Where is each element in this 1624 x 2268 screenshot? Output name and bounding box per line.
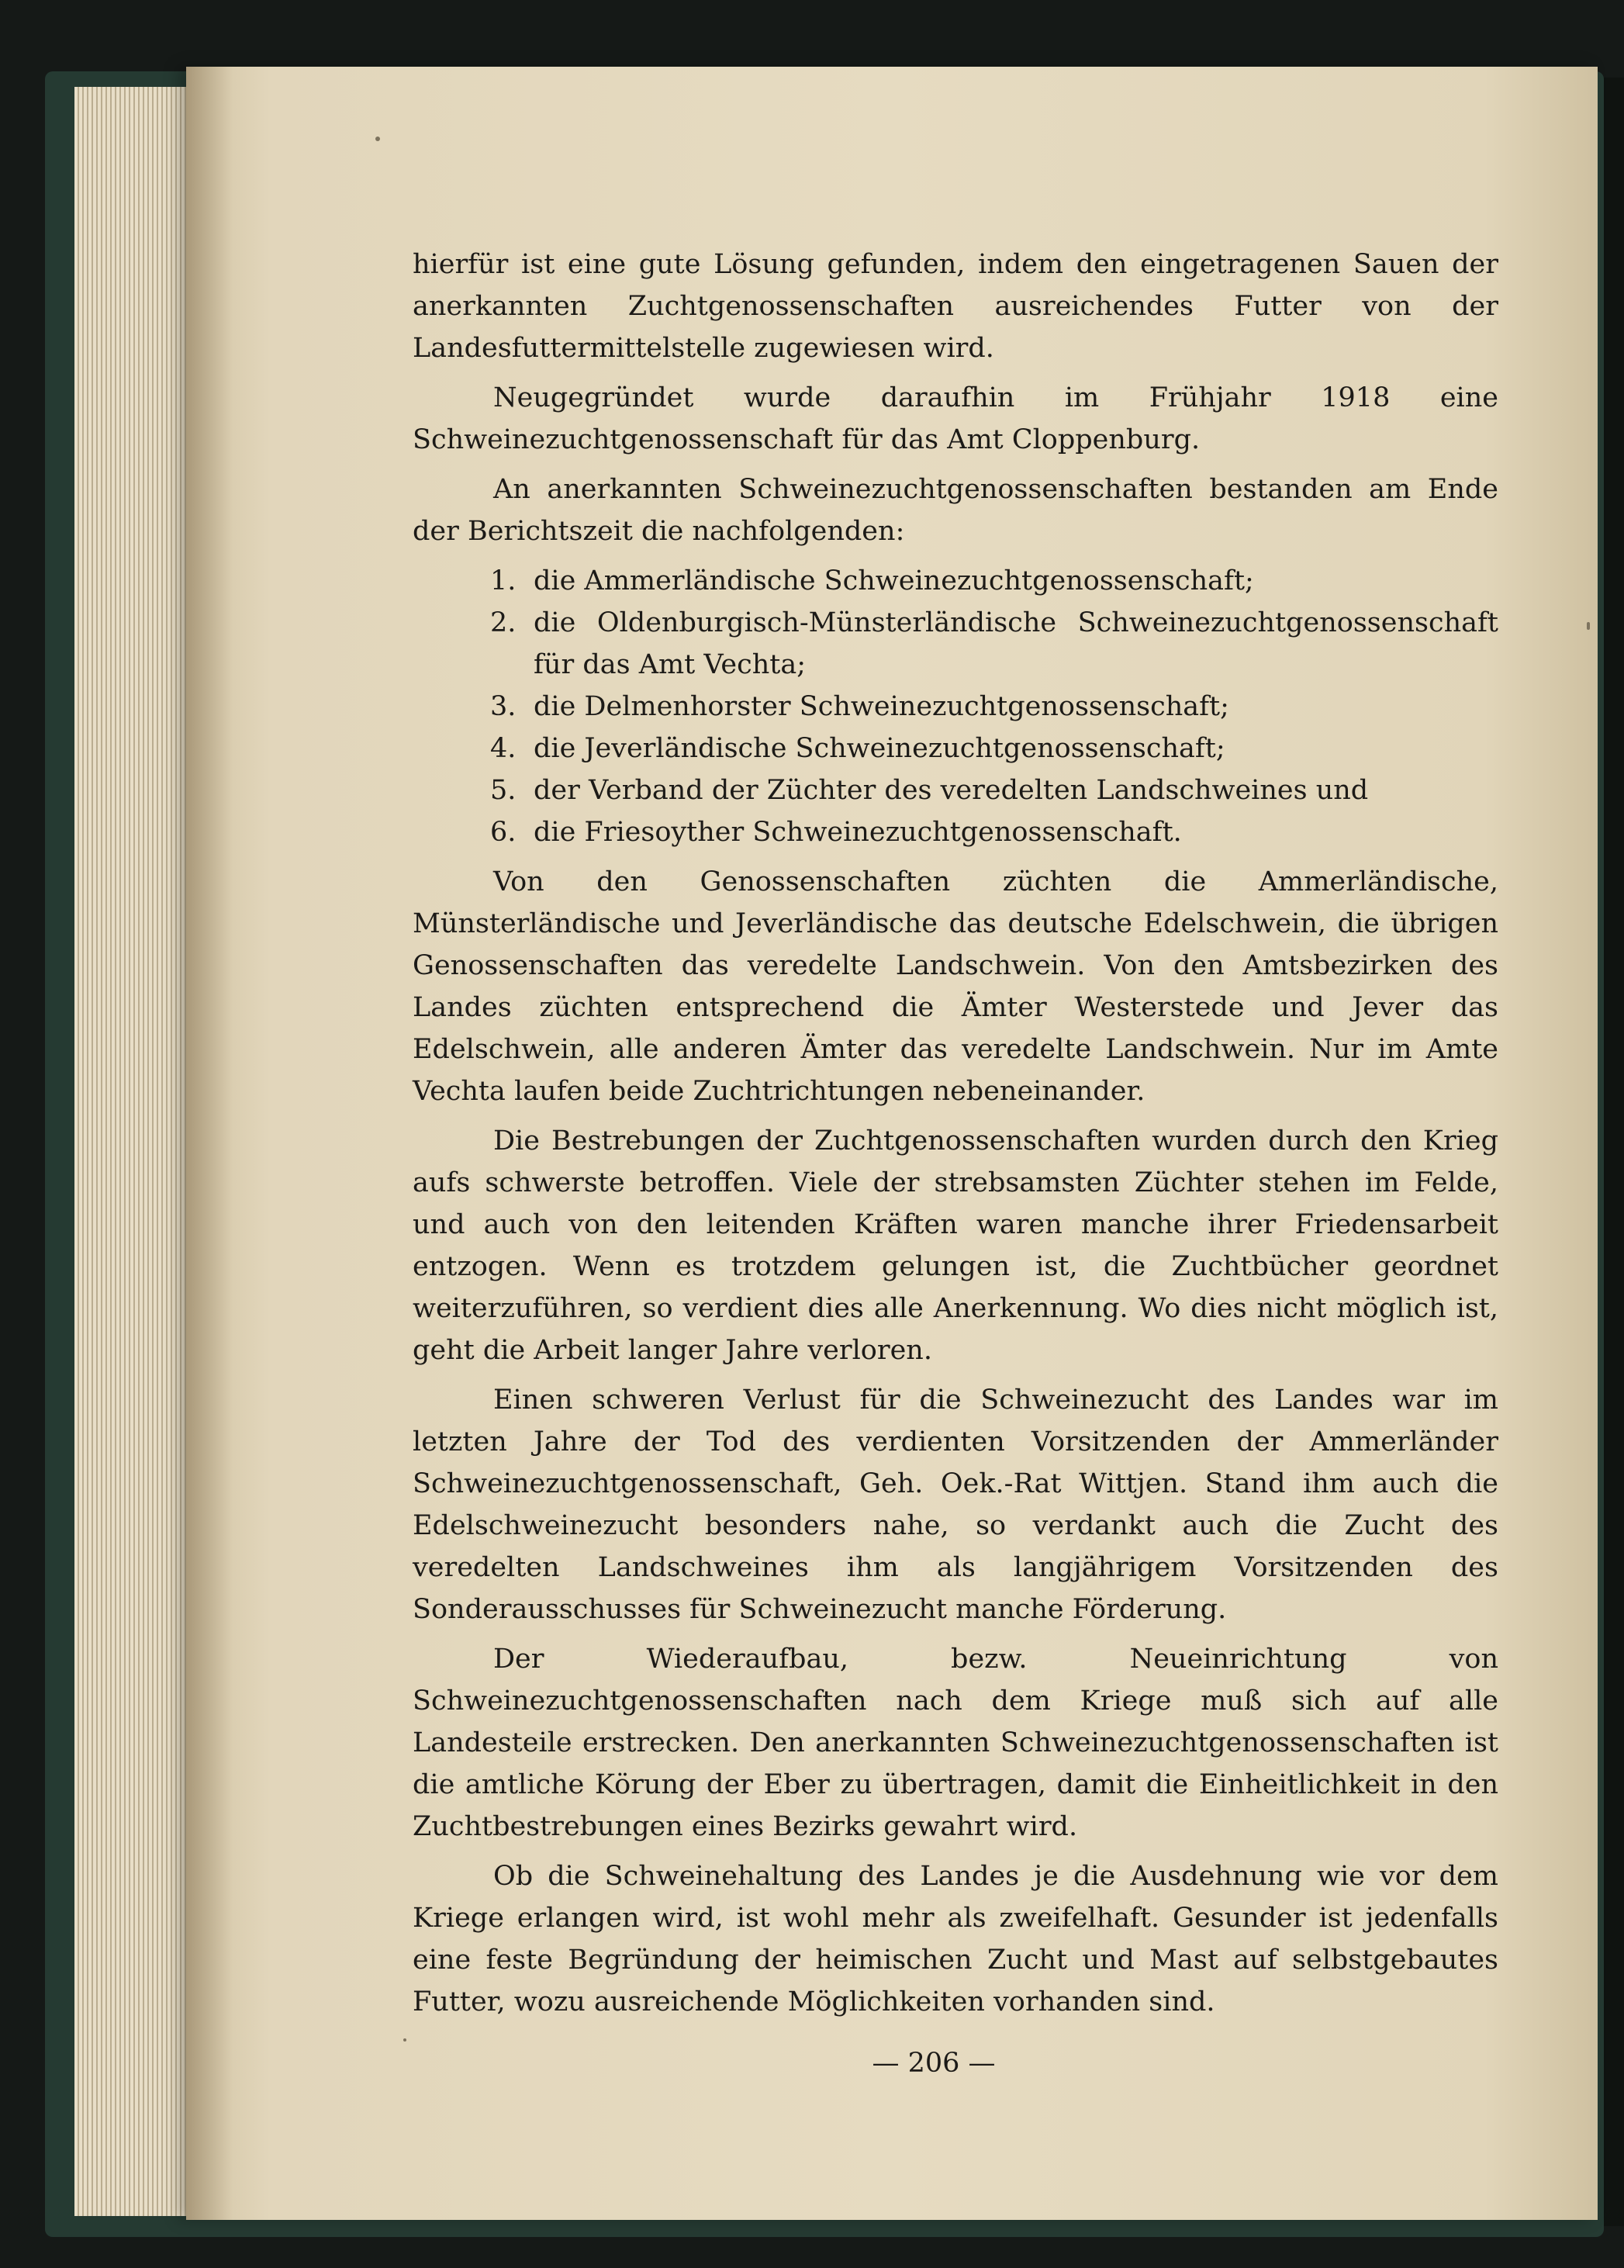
list-text: die Delmenhorster Schweinezuchtgenossenschaft; xyxy=(534,691,1229,722)
list-text: die Oldenburgisch-Münsterländische Schweinezuchtgenossenschaft für das Amt Vechta; xyxy=(534,607,1498,680)
paragraph: hierfür ist eine gute Lösung gefunden, indem den eingetragenen Sauen der anerkannten Zuchtgenossenschaften ausreichendes Futter von der Landesfuttermittelstelle zugewiesen wird. xyxy=(413,249,1498,364)
page-number: — 206 — xyxy=(872,2048,996,2079)
list-item xyxy=(413,728,1498,769)
list-text: der Verband der Züchter des veredelten Landschweines und xyxy=(534,775,1369,806)
paper-speck xyxy=(1587,622,1590,630)
list-number: 6. xyxy=(490,817,517,848)
list-item xyxy=(413,602,1498,686)
list-number: 1. xyxy=(490,565,517,596)
paragraph: Die Bestrebungen der Zuchtgenossenschaften wurden durch den Krieg aufs schwerste betroffen. Viele der strebsamsten Züchter stehen im Felde, und auch von den leitenden Kräften waren manche ihrer Friedensarbeit entzogen. Wenn es trotzdem gelungen ist, die Zuchtbücher geordnet weiterzuführen, so verdient dies alle Anerkennung. Wo dies nicht möglich ist, geht die Arbeit langer Jahre verloren. xyxy=(413,1125,1498,1366)
scan-border-right xyxy=(1604,78,1624,2226)
paragraph: An anerkannten Schweinezuchtgenossenschaften bestanden am Ende der Berichtszeit die nachfolgenden: xyxy=(413,474,1498,547)
binding-shadow xyxy=(186,67,233,2220)
paragraph: Von den Genossenschaften züchten die Ammerländische, Münsterländische und Jeverländische das deutsche Edelschwein, die übrigen Genossenschaften das veredelte Landschwein. Von den Amtsbezirken des Landes züchten entsprechend die Ämter Westerstede und Jever das Edelschwein, alle anderen Ämter das veredelte Landschwein. Nur im Amte Vechta laufen beide Zuchtrichtungen nebeneinander. xyxy=(413,866,1498,1107)
list-number: 3. xyxy=(490,691,517,722)
paragraph: Einen schweren Verlust für die Schweinezucht des Landes war im letzten Jahre der Tod des verdienten Vorsitzenden der Ammerländer Schweinezuchtgenossenschaft, Geh. Oek.-Rat Wittjen. Stand ihm auch die Edelschweinezucht besonders nahe, so verdankt auch die Zucht des veredelten Landschweines ihm als langjährigem Vorsitzenden des Sonderausschusses für Schweinezucht manche Förderung. xyxy=(413,1385,1498,1625)
list-item xyxy=(413,560,1498,602)
list-item xyxy=(413,686,1498,728)
paragraph: Ob die Schweinehaltung des Landes je die Ausdehnung wie vor dem Kriege erlangen wird, ist wohl mehr als zweifelhaft. Gesunder ist jedenfalls eine feste Begründung der heimischen Zucht und Mast auf selbstgebautes Futter, wozu ausreichende Möglichkeiten vorhanden sind. xyxy=(413,1861,1498,2017)
page-edges xyxy=(74,87,191,2216)
list-number: 2. xyxy=(490,607,517,638)
cooperative-list xyxy=(413,560,1498,853)
list-item xyxy=(413,769,1498,811)
list-text: die Friesoyther Schweinezuchtgenossenschaft. xyxy=(534,817,1182,848)
list-text: die Ammerländische Schweinezuchtgenossenschaft; xyxy=(534,565,1254,596)
list-item xyxy=(413,811,1498,853)
paragraph: Neugegründet wurde daraufhin im Frühjahr 1918 eine Schweinezuchtgenossenschaft für das Amt Cloppenburg. xyxy=(413,382,1498,455)
paper-speck xyxy=(375,137,380,141)
list-number: 5. xyxy=(490,775,517,806)
paper-speck xyxy=(403,2038,406,2042)
paragraph: Der Wiederaufbau, bezw. Neueinrichtung von Schweinezuchtgenossenschaften nach dem Kriege muß sich auf alle Landesteile erstrecken. Den anerkannten Schweinezuchtgenossenschaften ist die amtliche Körung der Eber zu übertragen, damit die Einheitlichkeit in den Zuchtbestrebungen eines Bezirks gewahrt wird. xyxy=(413,1644,1498,1842)
body-text xyxy=(413,244,1498,2031)
list-text: die Jeverländische Schweinezuchtgenossenschaft; xyxy=(534,733,1225,764)
list-number: 4. xyxy=(490,733,517,764)
